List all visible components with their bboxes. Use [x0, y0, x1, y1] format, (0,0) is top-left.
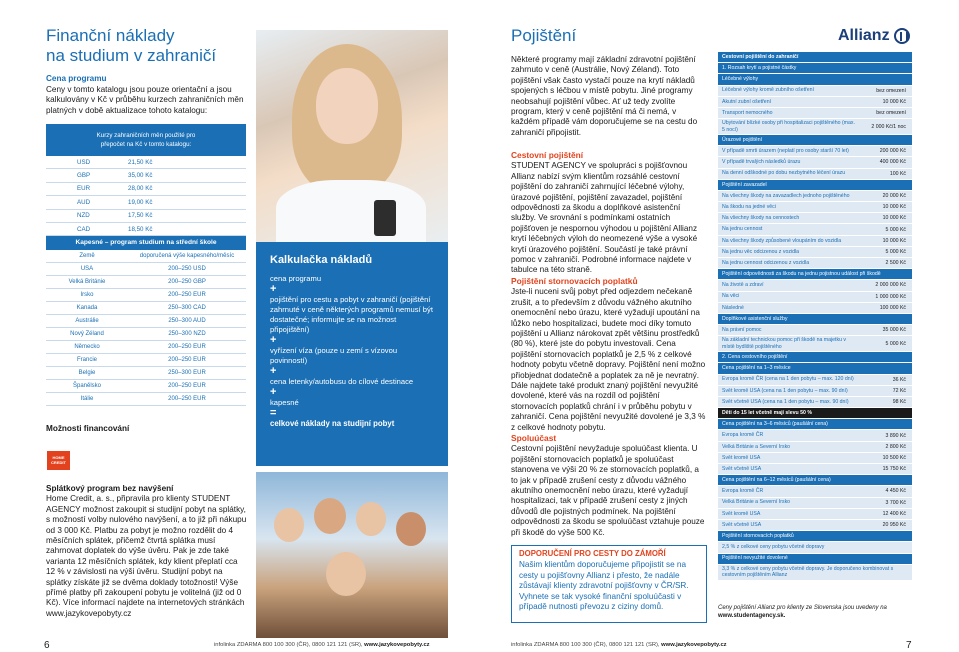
insurance-amount: 5 000 Kč	[885, 340, 906, 347]
pocket-header: Kapesné – program studium na střední škole	[46, 236, 246, 250]
pocket-country: Itálie	[80, 396, 94, 402]
footer-left-web-link[interactable]: www.jazykovepobyty.cz	[364, 642, 430, 648]
insurance-amount: 36 Kč	[892, 376, 906, 383]
insurance-amount: 1 000 000 Kč	[875, 293, 906, 300]
insurance-row	[718, 202, 912, 213]
rates-rows	[46, 156, 246, 236]
insurance-row	[718, 224, 912, 235]
insurance-row	[718, 565, 912, 581]
insurance-amount: bez omezení	[876, 110, 906, 117]
rate-row	[46, 210, 246, 223]
coinsurance-section	[511, 433, 707, 538]
insurance-item: Na jednu věc odcizenou z vozidla	[722, 248, 799, 255]
insurance-amount: bez omezení	[876, 87, 906, 94]
pocket-row	[46, 367, 246, 380]
exchange-rates-table	[46, 124, 246, 236]
insurance-row	[718, 119, 912, 135]
pocket-amount: 200–250 EUR	[168, 396, 206, 402]
allianz-eagle-icon	[894, 28, 910, 44]
pocket-row	[46, 276, 246, 289]
insurance-row	[718, 247, 912, 258]
insurance-item: Evropa kromě ČR	[722, 488, 764, 495]
pocket-amount: 250–300 NZD	[168, 331, 206, 337]
insurance-item: Na základní technickou pomoc při škodě na majetku v místě bydliště pojištěného	[722, 337, 846, 350]
insurance-item: Pojištění zavazadel	[722, 181, 767, 188]
coinsurance-text: Cestovní pojištění nevyžaduje spoluúčast klienta. U pojištění stornovacích poplatků je spoluúčast stanovena ve výši 20 % ze stornovacích poplatků, a to jak v případě zrušení cesty z důvodu vážného akutního onemocnění nebo úrazu, které vyžadují hospitalizaci, tak v případě zrušení cesty z jiných důvodů dle pojistných podmínek. Na pojištění odpovědnosti za škodu se spoluúčast vztahuje pouze při škodě do výše 500 Kč.	[511, 444, 705, 537]
insurance-item: Transport nemocného	[722, 109, 773, 116]
insurance-row	[718, 135, 912, 146]
rate-currency: NZD	[77, 212, 90, 220]
rate-value: 19,00 Kč	[128, 198, 153, 206]
insurance-amount: 5 000 Kč	[885, 248, 906, 255]
insurance-note-link[interactable]: www.studentagency.sk.	[718, 613, 786, 619]
rates-header-line-1: Kurzy zahraničních měn použité pro	[96, 132, 196, 139]
rate-value: 28,00 Kč	[128, 185, 153, 193]
insurance-item: Na denní odškodné po dobu nezbytného léčení úrazu	[722, 170, 846, 177]
insurance-note	[718, 604, 912, 620]
insurance-item: Evropa kromě ČR	[722, 432, 764, 439]
insurance-item: Děti do 15 let včetně mají slevu 50 %	[722, 409, 812, 416]
insurance-item: 2. Cena cestovního pojištění	[722, 354, 788, 361]
calc-plus-2: +	[270, 334, 277, 346]
insurance-amount: 4 450 Kč	[885, 488, 906, 495]
rate-row	[46, 223, 246, 236]
insurance-item: Na jednu cennost	[722, 226, 763, 233]
insurance-amount: 2 000 000 Kč	[875, 282, 906, 289]
insurance-row	[718, 363, 912, 374]
insurance-row	[718, 325, 912, 336]
footer-right	[511, 642, 727, 648]
insurance-title: Pojištění	[511, 26, 577, 45]
insurance-amount: 2 800 Kč	[885, 443, 906, 450]
insurance-item: V případě trvalých následků úrazu	[722, 159, 801, 166]
insurance-row	[718, 236, 912, 247]
pocket-country: Německo	[74, 344, 100, 350]
insurance-amount: 10 000 Kč	[882, 98, 906, 105]
insurance-row	[718, 180, 912, 191]
insurance-row	[718, 303, 912, 314]
cost-calculator	[256, 242, 448, 466]
insurance-item: 3,3 % z celkové ceny pobytu včetně dopravy. Je doporučeno kombinovat s cestovním pojištěním Allianz	[722, 565, 894, 579]
pocket-country: Irsko	[80, 292, 94, 298]
footer-left	[214, 642, 430, 648]
calc-plus-1: +	[270, 283, 277, 295]
rate-currency: USD	[77, 158, 91, 166]
intro-heading: Cena programu	[46, 74, 107, 83]
pocket-row	[46, 315, 246, 328]
allianz-logo	[838, 27, 910, 45]
calc-plus-3: +	[270, 365, 277, 377]
financing-title: Možnosti financování	[46, 424, 130, 433]
insurance-row	[718, 108, 912, 119]
rate-value: 18,50 Kč	[128, 225, 153, 233]
insurance-row	[718, 213, 912, 224]
insurance-amount: 12 400 Kč	[882, 510, 906, 517]
pocket-row	[46, 393, 246, 406]
insurance-row	[718, 509, 912, 520]
coinsurance-heading: Spoluúčast	[511, 433, 557, 443]
pocket-amount: 200–250 GBP	[168, 279, 206, 285]
insurance-item: Svět včetně USA	[722, 465, 762, 472]
insurance-row	[718, 430, 912, 441]
insurance-row	[718, 542, 912, 553]
insurance-item: Cena pojištění na 3–6 měsíců (paušální cena)	[722, 421, 828, 428]
insurance-item: Pojištění nevyužité dovolené	[722, 555, 788, 562]
pocket-amount: 250–300 EUR	[168, 370, 206, 376]
pocket-country: Francie	[76, 357, 97, 363]
calc-item-pocket-money: kapesné	[270, 398, 299, 407]
cancellation-text: Jste-li nuceni svůj pobyt před odjezdem nečekaně zrušit, a to především z důvodu vážného akutního onemocnění nebo úrazu, které vyžadují upoutání na lůžko nebo hospitalizaci, budete moci díky tomuto pojištění u Allianz nárokovat zpět většinu prostředků (80 %), které jste do pobytu investovali. Cena pojištění stornovacích poplatků je 2,5 % z celkové hodnoty pobytu včetně dopravy. Pojištění není možno přiobjednat dodatečně a poplatek za ně je nevratný. Dále najdete také produkt znaný pojištění nevyužité dovolené, které vás na rozdíl od pojištění stornovacích poplatků chrání i v průběhu pobytu v zahraničí. Cena pojištění nevyužité dovolené je 3,3 % z celkové hodnoty pobytu.	[511, 287, 706, 432]
insurance-item: Cestovní pojištění do zahraničí	[722, 53, 799, 60]
insurance-item: Svět včetně USA	[722, 521, 762, 528]
insurance-row	[718, 280, 912, 291]
insurance-item: Na životě a zdraví	[722, 282, 764, 289]
home-credit-logo-line-1: HOME	[52, 455, 65, 460]
insurance-row	[718, 97, 912, 108]
insurance-item: Evropa kromě ČR (cena na 1 den pobytu – max. 120 dní)	[722, 376, 854, 383]
rate-row	[46, 196, 246, 209]
insurance-amount: 100 Kč	[889, 170, 906, 177]
rates-header	[46, 124, 246, 156]
insurance-intro-text: Některé programy mají základní zdravotní pojištění zahrnuto v ceně (Austrálie, Nový Zéland). Toto pojištění však často vystačí pouze na krytí nákladů spojených s léčbou v místě pobytu. Jiné programy neobsahují pojištění vůbec. Ať už tedy zvolíte program, který v ceně pojištění má či nemá, v každém případě vám doporučujeme se na cestu do zahraničí připojistit.	[511, 55, 698, 137]
insurance-amount: 10 000 Kč	[882, 204, 906, 211]
pocket-amount: 200–250 EUR	[168, 357, 206, 363]
pocket-country: USA	[80, 266, 94, 272]
insurance-amount: 10 000 Kč	[882, 237, 906, 244]
insurance-amount: 100 000 Kč	[879, 304, 906, 311]
tip-heading: DOPORUČENÍ PRO CESTY DO ZÁMOŘÍ	[519, 549, 666, 558]
insurance-amount: 3 700 Kč	[885, 499, 906, 506]
insurance-item: Cena pojištění na 1–3 měsíce	[722, 365, 791, 372]
insurance-row	[718, 531, 912, 542]
insurance-row	[718, 157, 912, 168]
insurance-row	[718, 520, 912, 531]
insurance-amount: 400 000 Kč	[879, 159, 906, 166]
student-photo	[256, 30, 448, 242]
insurance-amount: 2 500 Kč	[885, 260, 906, 267]
calc-equals: =	[270, 407, 277, 419]
calc-total: celkové náklady na studijní pobyt	[270, 419, 395, 428]
rate-row	[46, 183, 246, 196]
pocket-money-table	[46, 236, 246, 406]
title-line-2: na studium v zahraničí	[46, 46, 217, 65]
insurance-row	[718, 63, 912, 74]
insurance-amount: 2 000 Kč/1 noc	[871, 123, 906, 130]
allianz-wordmark: Allianz	[838, 27, 890, 44]
pocket-amount: 200–250 EUR	[168, 383, 206, 389]
home-credit-logo	[47, 451, 70, 470]
tip-text: Našim klientům doporučujeme připojistit se na cesty u pojišťovny Allianz i přesto, že nadále zůstávají klienty zdravotní pojišťovny v ČR/SR. Vyhnete se tak vysoké finanční spoluúčasti v případě nutnosti převozu z ciziny domů.	[519, 560, 689, 612]
insurance-intro	[511, 55, 707, 138]
insurance-item: Svět kromě USA	[722, 454, 761, 461]
insurance-row	[718, 292, 912, 303]
insurance-table	[718, 52, 912, 581]
pocket-country: Belgie	[78, 370, 96, 376]
pocket-row	[46, 354, 246, 367]
footer-left-info: infolinka ZDARMA 800 100 300 (ČR), 0800 121 121 (SR),	[214, 642, 363, 648]
insurance-row	[718, 336, 912, 352]
pocket-country: Nový Zéland	[70, 331, 104, 337]
insurance-note-text: Ceny pojištění Allianz pro klienty ze Slovenska jsou uvedeny na	[718, 605, 887, 611]
insurance-row	[718, 375, 912, 386]
insurance-item: 1. Rozsah krytí a pojistné částky	[722, 65, 797, 72]
group-students-photo	[256, 472, 448, 638]
rate-value: 17,50 Kč	[128, 212, 153, 220]
rates-header-line-2: přepočet na Kč v tomto katalogu:	[100, 141, 192, 148]
insurance-item: Svět kromě USA	[722, 510, 761, 517]
loan-text: Home Credit, a. s., připravila pro klienty STUDENT AGENCY možnost zakoupit si studijní pobyt na splátky, s možností volby nulového navýšení, a to již při nákupu od 3 000 Kč. Platbu za pobyt je možno rozdělit do 4 měsíčních splátek, přičemž čtvrtá splátka musí zahrnovat doplatek do výše úvěru. Pak je zde také varianta 12 měsíčních splátek, kdy klient přeplatí cca 12 % v závislosti na výši úvěru. Studijní pobyt na splátky získáte již se dvěma doklady totožnosti! Výše přímé platby při zakoupení pobytu je volitelná (již od 0 Kč). Více informací najdete na internetových stránkách www.jazykovepobyty.cz	[46, 494, 247, 618]
insurance-item: 2,5 % z celkové ceny pobytu včetně dopravy	[722, 544, 825, 551]
insurance-item: Velká Británie a Severní Irsko	[722, 499, 791, 506]
cancellation-heading: Pojištění stornovacích poplatků	[511, 276, 638, 286]
pocket-country: Španělsko	[72, 383, 102, 389]
pocket-row	[46, 341, 246, 354]
rate-row	[46, 156, 246, 169]
pocket-amount: 200–250 EUR	[168, 292, 206, 298]
pocket-country: Austrálie	[75, 318, 99, 324]
insurance-item: V případě smrti úrazem (neplatí pro osoby starší 70 let)	[722, 148, 849, 155]
rate-currency: CAD	[77, 225, 91, 233]
pocket-row	[46, 289, 246, 302]
insurance-amount: 10 000 Kč	[882, 215, 906, 222]
calc-item-program: cena programu	[270, 274, 322, 283]
intro-section	[46, 74, 246, 116]
calc-item-ticket: cena letenky/autobusu do cílové destinace	[270, 377, 414, 386]
insurance-amount: 72 Kč	[892, 387, 906, 394]
rate-row	[46, 169, 246, 182]
cancellation-section	[511, 276, 707, 433]
insurance-amount: 5 000 Kč	[885, 226, 906, 233]
insurance-amount: 20 000 Kč	[882, 192, 906, 199]
rate-currency: GBP	[77, 172, 91, 180]
insurance-item: Léčebné výlohy	[722, 76, 759, 83]
pocket-amount: 250–300 AUD	[168, 318, 206, 324]
travel-insurance-text: STUDENT AGENCY ve spolupráci s pojišťovnou Allianz nabízí svým klientům rozsáhlé cestovní pojištění do zahraničí zahrnující léčebné výlohy, úrazové pojištění, pojištění zavazadel, pojištění odpovědnosti za škodu a doplňkové asistenční služby. Ve srovnání s podmínkami ostatních pojišťoven je nespornou výhodou u pojištění Allianz krytí léčebných výloh do neomezené výše a vysoké krytí úrazového pojištění. Součástí je také právní pomoc v zahraničí. Podrobné informace najdete v tabulce na této straně.	[511, 161, 698, 275]
insurance-item: Cena pojištění na 6–12 měsíců (paušální cena)	[722, 477, 831, 484]
insurance-row	[718, 408, 912, 419]
page-number-left: 6	[44, 640, 50, 651]
travel-insurance-heading: Cestovní pojištění	[511, 150, 584, 160]
insurance-item: Následné	[722, 304, 744, 311]
insurance-row	[718, 352, 912, 363]
insurance-row	[718, 74, 912, 85]
page-title	[46, 26, 246, 66]
insurance-row	[718, 486, 912, 497]
insurance-row	[718, 314, 912, 325]
insurance-amount: 15 750 Kč	[882, 466, 906, 473]
insurance-row	[718, 397, 912, 408]
calc-plus-4: +	[270, 386, 277, 398]
calc-item-visa: vyřízení víza (pouze u zemí s vízovou povinností)	[270, 346, 398, 365]
insurance-item: Na právní pomoc	[722, 327, 762, 334]
insurance-row	[718, 52, 912, 63]
pocket-amount: 200–250 EUR	[168, 344, 206, 350]
insurance-amount: 20 950 Kč	[882, 522, 906, 529]
calc-item-insurance: pojištění pro cestu a pobyt v zahraničí (pojištění zahrnuté v ceně některých programů nemusí být dostatečné; informujte se na možnost připojištění)	[270, 295, 433, 334]
travel-insurance-section	[511, 150, 707, 276]
insurance-row	[718, 169, 912, 180]
insurance-amount: 3 890 Kč	[885, 432, 906, 439]
pocket-rows	[46, 263, 246, 406]
rate-currency: AUD	[77, 198, 91, 206]
loan-section	[46, 484, 248, 619]
pocket-row	[46, 380, 246, 393]
footer-right-info: infolinka ZDARMA 800 100 300 (ČR), 0800 121 121 (SR),	[511, 642, 660, 648]
intro-text: Ceny v tomto katalogu jsou pouze orientační a jsou kalkulovány v Kč v průběhu kurzech zahraničních měn platných v době aktualizace tohoto katalogu:	[46, 84, 244, 115]
overseas-tip-box	[511, 545, 707, 623]
rate-value: 35,00 Kč	[128, 172, 153, 180]
insurance-row	[718, 386, 912, 397]
insurance-row	[718, 453, 912, 464]
insurance-row	[718, 464, 912, 475]
calc-title: Kalkulačka nákladů	[270, 254, 373, 266]
pocket-col-amount: doporučená výše kapesného/měsíc	[139, 253, 235, 259]
pocket-col-country: Země	[79, 253, 95, 259]
pocket-row	[46, 328, 246, 341]
pocket-amount: 200–250 USD	[168, 266, 206, 272]
insurance-item: Na věci	[722, 293, 740, 300]
insurance-row	[718, 86, 912, 97]
insurance-item: Doplňkové asistenční služby	[722, 315, 788, 322]
pocket-country: Velká Británie	[68, 279, 106, 285]
title-line-1: Finanční náklady	[46, 26, 175, 45]
insurance-amount: 10 500 Kč	[882, 454, 906, 461]
insurance-item: Svět kromě USA (cena na 1 den pobytu – max. 90 dní)	[722, 387, 848, 394]
insurance-item: Velká Británie a Severní Irsko	[722, 443, 791, 450]
insurance-item: Na všechny škody na cennostech	[722, 215, 800, 222]
pocket-amount: 250–300 CAD	[168, 305, 206, 311]
insurance-amount: 200 000 Kč	[879, 148, 906, 155]
pocket-country: Kanada	[76, 305, 98, 311]
insurance-item: Na jednu cennost odcizenou z vozidla	[722, 259, 810, 266]
insurance-amount: 35 000 Kč	[882, 327, 906, 334]
insurance-amount: 98 Kč	[892, 398, 906, 405]
insurance-item: Pojištění stornovacích poplatků	[722, 533, 794, 540]
insurance-row	[718, 554, 912, 565]
insurance-item: Úrazové pojištění	[722, 136, 763, 143]
rate-currency: EUR	[77, 185, 91, 193]
insurance-item: Akutní zubní ošetření	[722, 98, 772, 105]
insurance-item: Léčebné výlohy kromě zubního ošetření	[722, 87, 814, 94]
insurance-row	[718, 442, 912, 453]
insurance-row	[718, 419, 912, 430]
pocket-col-headers	[46, 250, 246, 263]
loan-heading: Splátkový program bez navýšení	[46, 484, 174, 493]
insurance-item: Svět včetně USA (cena na 1 den pobytu – max. 90 dní)	[722, 398, 849, 405]
insurance-item: Na všechny škody na zavazadlech jednoho pojištěného	[722, 192, 850, 199]
pocket-row	[46, 302, 246, 315]
footer-right-web-link[interactable]: www.jazykovepobyty.cz	[661, 642, 727, 648]
insurance-item: Na všechny škody způsobené vloupáním do vozidla	[722, 237, 842, 244]
insurance-row	[718, 269, 912, 280]
insurance-row	[718, 258, 912, 269]
rate-value: 21,50 Kč	[128, 158, 153, 166]
insurance-row	[718, 498, 912, 509]
page-number-right: 7	[906, 640, 912, 651]
insurance-row	[718, 191, 912, 202]
insurance-row	[718, 146, 912, 157]
insurance-item: Ubytování blízké osoby při hospitalizaci pojištěného (max. 5 nocí)	[722, 120, 855, 133]
insurance-row	[718, 475, 912, 486]
insurance-item: Na škodu na jedné věci	[722, 203, 776, 210]
home-credit-logo-line-2: CREDIT	[51, 460, 66, 465]
pocket-row	[46, 263, 246, 276]
insurance-item: Pojištění odpovědnosti za škodu na jednu pojistnou událost při škodě	[722, 271, 881, 278]
